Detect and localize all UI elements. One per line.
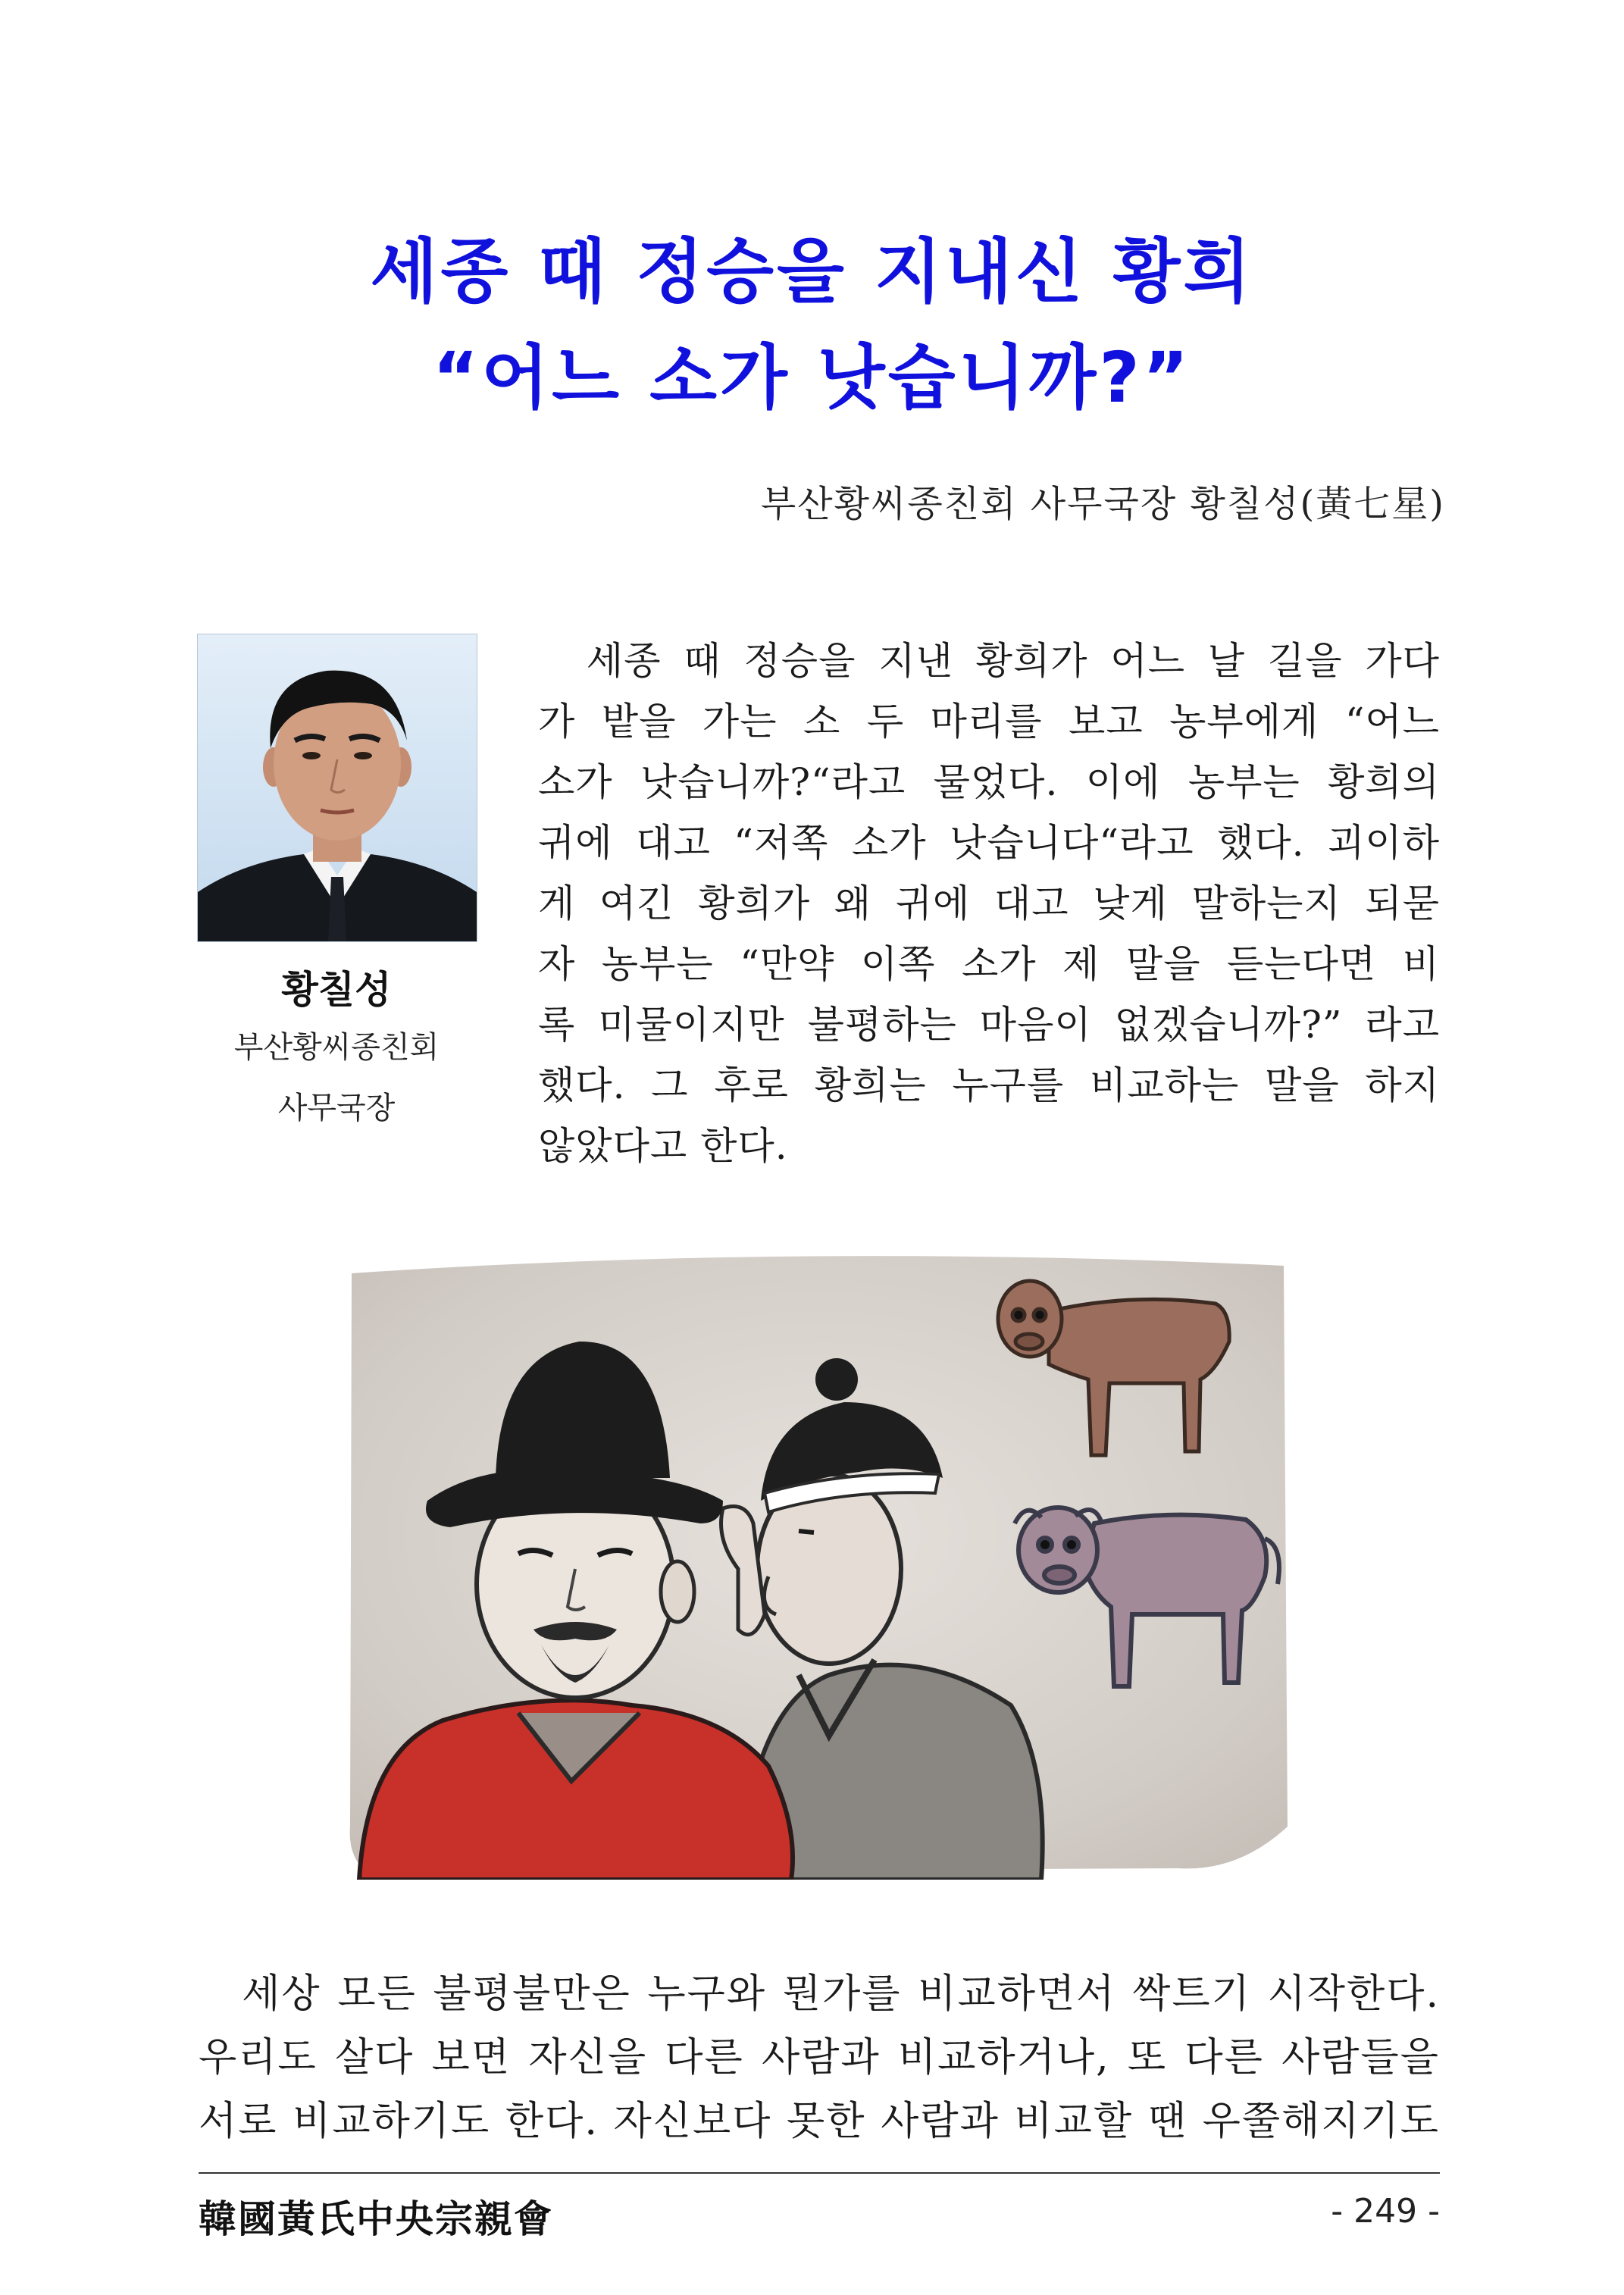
author-byline: 부산황씨종친회 사무국장 황칠성(黃七星) — [760, 483, 1445, 525]
intro-line: 게 여긴 황희가 왜 귀에 대고 낮게 말하는지 되묻 — [538, 881, 1440, 925]
author-caption-position: 사무국장 — [277, 1091, 396, 1126]
intro-line: 자 농부는 “만약 이쪽 소가 제 말을 듣는다면 비 — [538, 942, 1440, 986]
body-line: 세상 모든 불평불만은 누구와 뭔가를 비교하면서 싹트기 시작한다. — [199, 1971, 1440, 2017]
story-illustration — [344, 1251, 1291, 1880]
intro-line: 소가 낫습니까?“라고 물었다. 이에 농부는 황희의 — [538, 760, 1440, 804]
page-title-line-2: “어느 소가 낫습니까?” — [432, 337, 1192, 418]
page-number: - 249 - — [1331, 2192, 1440, 2231]
author-caption-org: 부산황씨종친회 — [233, 1030, 440, 1065]
intro-line: 가 밭을 가는 소 두 마리를 보고 농부에게 “어느 — [538, 700, 1440, 744]
intro-line: 했다. 그 후로 황희는 누구를 비교하는 말을 하지 — [538, 1063, 1440, 1107]
body-line: 서로 비교하기도 한다. 자신보다 못한 사람과 비교할 땐 우쭐해지기도 — [199, 2099, 1440, 2144]
intro-line: 세종 때 정승을 지낸 황희가 어느 날 길을 가다 — [538, 639, 1440, 683]
author-caption-name: 황칠성 — [281, 967, 392, 1012]
body-line: 우리도 살다 보면 자신을 다른 사람과 비교하거나, 또 다른 사람들을 — [199, 2035, 1440, 2081]
intro-line: 않았다고 한다. — [538, 1124, 788, 1168]
footer-divider — [199, 2172, 1440, 2174]
intro-line: 귀에 대고 “저쪽 소가 낫습니다“라고 했다. 괴이하 — [538, 821, 1440, 865]
author-photo — [197, 634, 477, 942]
footer-organization: 韓國黃氏中央宗親會 — [199, 2196, 553, 2241]
intro-line: 록 미물이지만 불평하는 마음이 없겠습니까?” 라고 — [538, 1003, 1440, 1047]
page-title-line-1: 세종 때 정승을 지내신 황희 — [370, 231, 1254, 312]
